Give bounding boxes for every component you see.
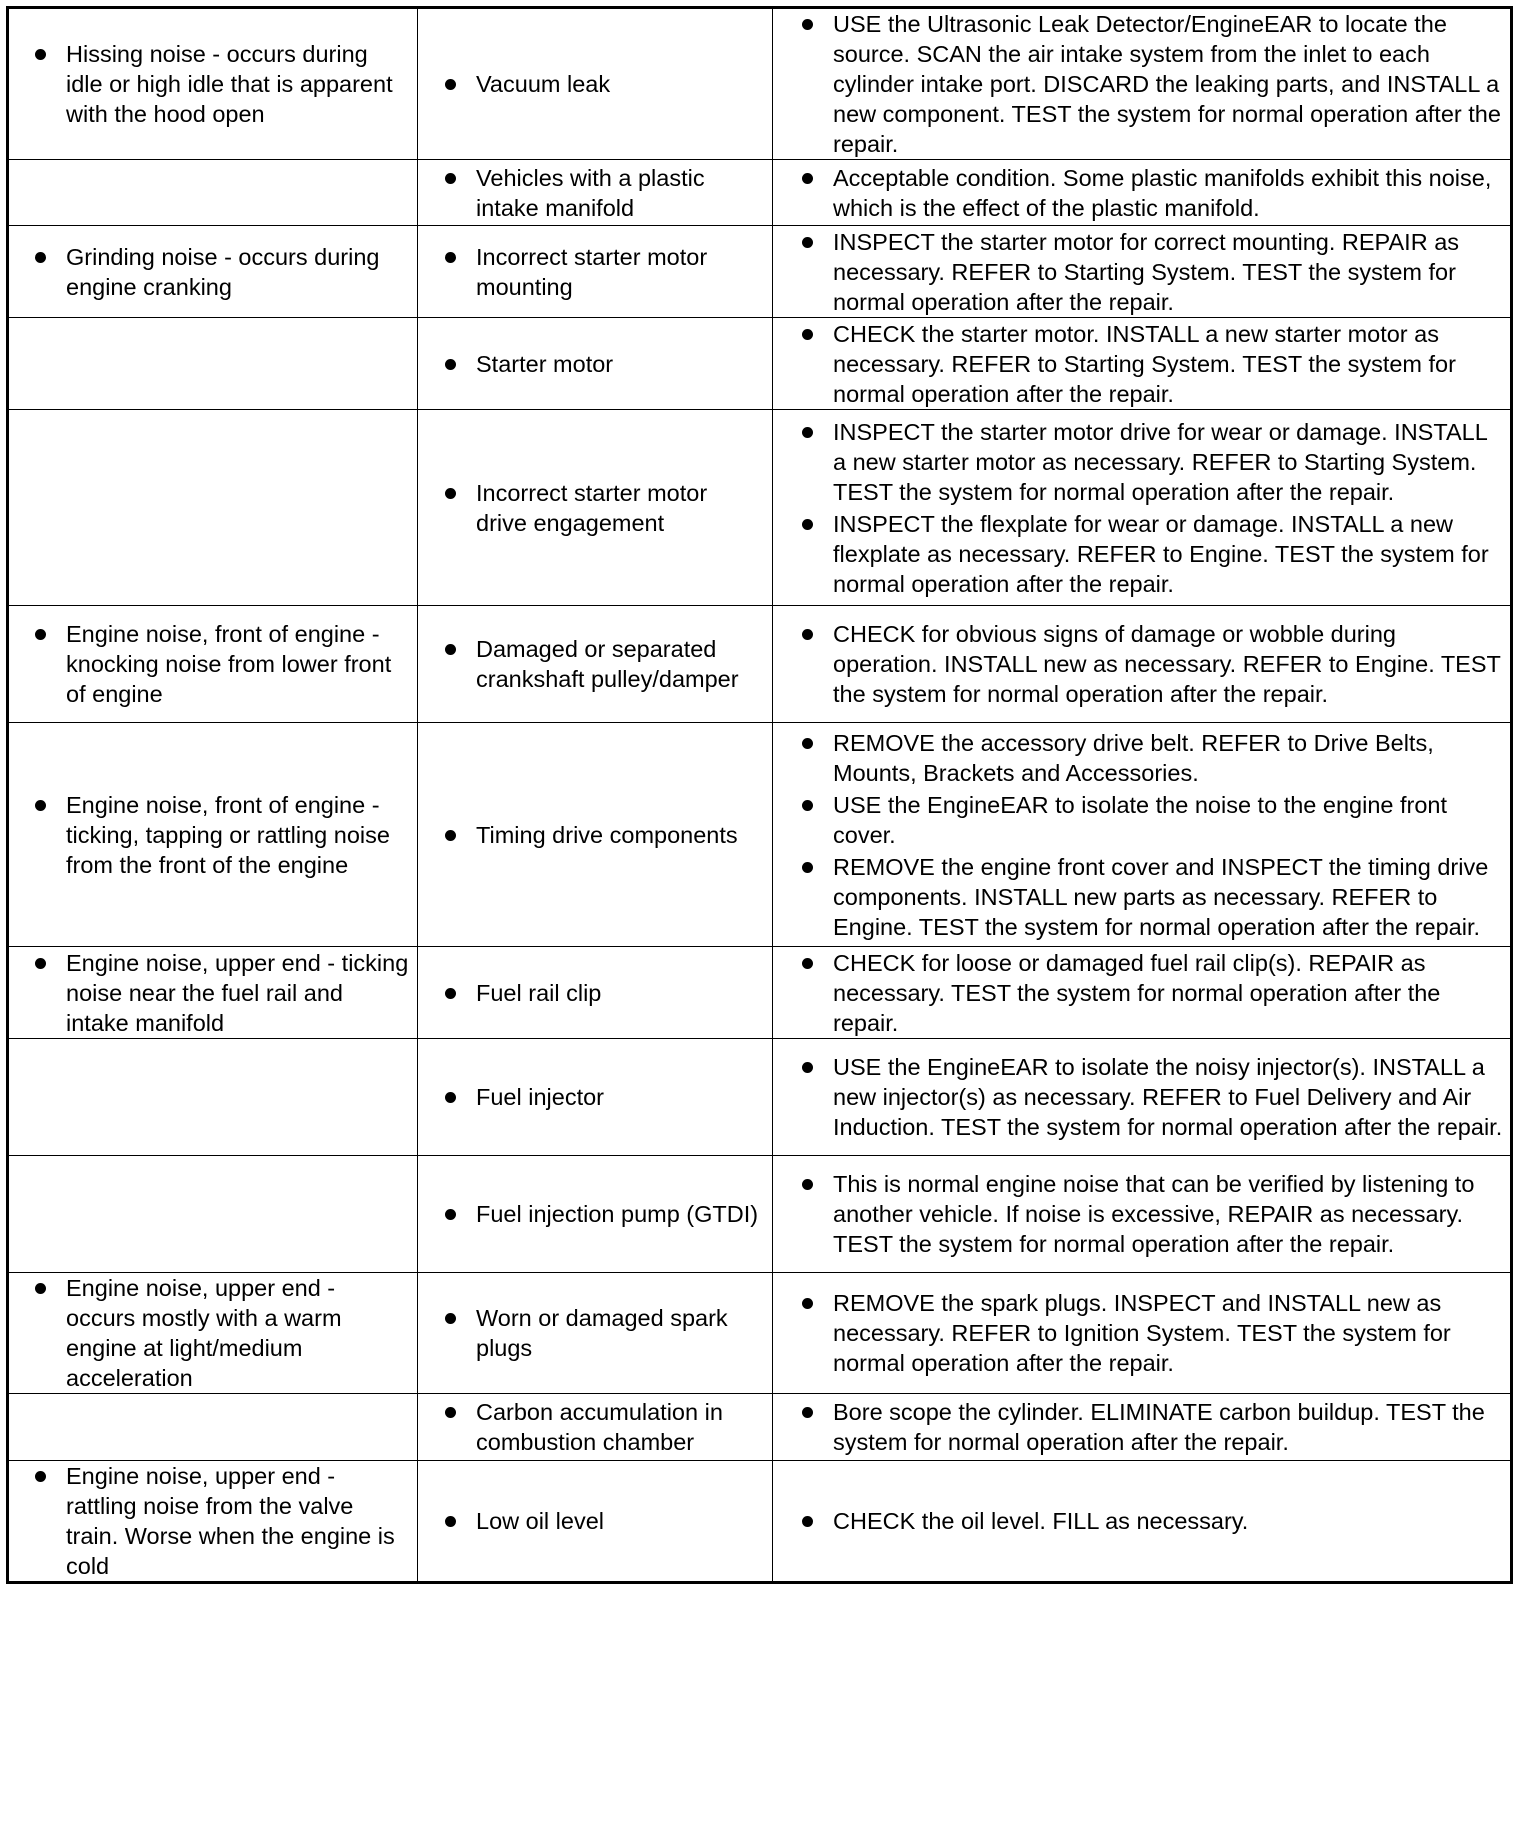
cause-text: Fuel rail clip <box>418 978 772 1008</box>
action-text: USE the Ultrasonic Leak Detector/EngineEAR to locate the source. SCAN the air intake system from the inlet to each cylinder intake port. DISCARD the leaking parts, and INSTALL a new component. TEST the system for normal operation after the repair. <box>773 9 1510 159</box>
action-list <box>773 1169 1510 1259</box>
action-cell <box>773 1394 1512 1461</box>
condition-text: Engine noise, upper end - occurs mostly with a warm engine at light/medium acceleration <box>9 1273 417 1393</box>
cause-cell <box>418 947 773 1039</box>
cause-list <box>418 1082 772 1112</box>
action-text: CHECK for loose or damaged fuel rail clip(s). REPAIR as necessary. TEST the system for normal operation after the repair. <box>773 948 1510 1038</box>
condition-cell <box>8 1039 418 1156</box>
action-text: USE the EngineEAR to isolate the noise to the engine front cover. <box>773 790 1510 850</box>
table-row <box>8 1156 1512 1273</box>
cause-text: Starter motor <box>418 349 772 379</box>
condition-text: Engine noise, upper end - rattling noise from the valve train. Worse when the engine is cold <box>9 1461 417 1581</box>
cause-cell <box>418 410 773 606</box>
cause-list <box>418 1397 772 1457</box>
action-text: Bore scope the cylinder. ELIMINATE carbon buildup. TEST the system for normal operation after the repair. <box>773 1397 1510 1457</box>
condition-text: Engine noise, front of engine - knocking noise from lower front of engine <box>9 619 417 709</box>
cause-cell <box>418 723 773 947</box>
condition-cell <box>8 410 418 606</box>
action-text: REMOVE the spark plugs. INSPECT and INSTALL new as necessary. REFER to Ignition System. TEST the system for normal operation after the repair. <box>773 1288 1510 1378</box>
condition-list <box>9 1461 417 1581</box>
cause-text: Timing drive components <box>418 820 772 850</box>
action-list <box>773 319 1510 409</box>
condition-cell <box>8 1273 418 1394</box>
action-cell <box>773 160 1512 226</box>
action-list <box>773 1506 1510 1536</box>
cause-cell <box>418 226 773 318</box>
action-cell <box>773 1039 1512 1156</box>
action-cell <box>773 606 1512 723</box>
action-text: INSPECT the starter motor drive for wear or damage. INSTALL a new starter motor as necessary. REFER to Starting System. TEST the system for normal operation after the repair. <box>773 417 1510 507</box>
cause-cell <box>418 1156 773 1273</box>
action-list <box>773 1052 1510 1142</box>
diagnosis-table-body <box>8 8 1512 1583</box>
table-row <box>8 1039 1512 1156</box>
cause-list <box>418 163 772 223</box>
condition-text: Grinding noise - occurs during engine cranking <box>9 242 417 302</box>
table-row <box>8 160 1512 226</box>
action-cell <box>773 8 1512 160</box>
cause-text: Worn or damaged spark plugs <box>418 1303 772 1363</box>
cause-cell <box>418 1039 773 1156</box>
action-text: Acceptable condition. Some plastic manifolds exhibit this noise, which is the effect of the plastic manifold. <box>773 163 1510 223</box>
action-cell <box>773 1273 1512 1394</box>
table-row <box>8 1461 1512 1583</box>
cause-cell <box>418 606 773 723</box>
action-cell <box>773 947 1512 1039</box>
condition-cell <box>8 318 418 410</box>
action-cell <box>773 318 1512 410</box>
condition-list <box>9 948 417 1038</box>
condition-list <box>9 1273 417 1393</box>
action-cell <box>773 1461 1512 1583</box>
action-cell <box>773 723 1512 947</box>
cause-list <box>418 1506 772 1536</box>
condition-cell <box>8 606 418 723</box>
diagnosis-table <box>6 6 1513 1584</box>
action-cell <box>773 410 1512 606</box>
condition-list <box>9 39 417 129</box>
action-text: REMOVE the accessory drive belt. REFER to Drive Belts, Mounts, Brackets and Accessories. <box>773 728 1510 788</box>
cause-list <box>418 242 772 302</box>
action-list <box>773 619 1510 709</box>
action-text: INSPECT the starter motor for correct mounting. REPAIR as necessary. REFER to Starting System. TEST the system for normal operation after the repair. <box>773 227 1510 317</box>
cause-list <box>418 1199 772 1229</box>
action-list <box>773 1288 1510 1378</box>
action-text: CHECK the starter motor. INSTALL a new starter motor as necessary. REFER to Starting System. TEST the system for normal operation after the repair. <box>773 319 1510 409</box>
cause-list <box>418 1303 772 1363</box>
cause-text: Fuel injector <box>418 1082 772 1112</box>
action-text: USE the EngineEAR to isolate the noisy injector(s). INSTALL a new injector(s) as necessary. REFER to Fuel Delivery and Air Induction. TEST the system for normal operation after the repair. <box>773 1052 1510 1142</box>
cause-cell <box>418 1394 773 1461</box>
action-list <box>773 1397 1510 1457</box>
cause-text: Incorrect starter motor drive engagement <box>418 478 772 538</box>
action-list <box>773 728 1510 942</box>
cause-list <box>418 978 772 1008</box>
cause-text: Incorrect starter motor mounting <box>418 242 772 302</box>
cause-list <box>418 820 772 850</box>
cause-cell <box>418 160 773 226</box>
condition-cell <box>8 1461 418 1583</box>
action-cell <box>773 1156 1512 1273</box>
cause-cell <box>418 1461 773 1583</box>
action-list <box>773 417 1510 599</box>
condition-text: Hissing noise - occurs during idle or high idle that is apparent with the hood open <box>9 39 417 129</box>
table-row <box>8 226 1512 318</box>
cause-list <box>418 634 772 694</box>
table-row <box>8 318 1512 410</box>
table-row <box>8 410 1512 606</box>
condition-cell <box>8 1156 418 1273</box>
action-list <box>773 948 1510 1038</box>
cause-text: Damaged or separated crankshaft pulley/damper <box>418 634 772 694</box>
cause-text: Vehicles with a plastic intake manifold <box>418 163 772 223</box>
condition-cell <box>8 1394 418 1461</box>
action-text: REMOVE the engine front cover and INSPECT the timing drive components. INSTALL new parts as necessary. REFER to Engine. TEST the system for normal operation after the repair. <box>773 852 1510 942</box>
condition-cell <box>8 947 418 1039</box>
cause-list <box>418 69 772 99</box>
condition-list <box>9 242 417 302</box>
condition-list <box>9 619 417 709</box>
condition-cell <box>8 226 418 318</box>
cause-text: Vacuum leak <box>418 69 772 99</box>
table-row <box>8 723 1512 947</box>
cause-text: Carbon accumulation in combustion chamber <box>418 1397 772 1457</box>
condition-text: Engine noise, upper end - ticking noise near the fuel rail and intake manifold <box>9 948 417 1038</box>
condition-cell <box>8 8 418 160</box>
action-list <box>773 9 1510 159</box>
action-list <box>773 227 1510 317</box>
cause-cell <box>418 318 773 410</box>
cause-cell <box>418 1273 773 1394</box>
table-row <box>8 947 1512 1039</box>
action-list <box>773 163 1510 223</box>
table-row <box>8 8 1512 160</box>
cause-text: Fuel injection pump (GTDI) <box>418 1199 772 1229</box>
condition-cell <box>8 723 418 947</box>
cause-list <box>418 349 772 379</box>
table-row <box>8 1273 1512 1394</box>
action-text: INSPECT the flexplate for wear or damage. INSTALL a new flexplate as necessary. REFER to Engine. TEST the system for normal operation after the repair. <box>773 509 1510 599</box>
table-row <box>8 1394 1512 1461</box>
condition-text: Engine noise, front of engine - ticking, tapping or rattling noise from the front of the engine <box>9 790 417 880</box>
action-text: This is normal engine noise that can be verified by listening to another vehicle. If noise is excessive, REPAIR as necessary. TEST the system for normal operation after the repair. <box>773 1169 1510 1259</box>
action-text: CHECK the oil level. FILL as necessary. <box>773 1506 1510 1536</box>
action-text: CHECK for obvious signs of damage or wobble during operation. INSTALL new as necessary. REFER to Engine. TEST the system for normal operation after the repair. <box>773 619 1510 709</box>
cause-text: Low oil level <box>418 1506 772 1536</box>
action-cell <box>773 226 1512 318</box>
table-row <box>8 606 1512 723</box>
condition-list <box>9 790 417 880</box>
cause-list <box>418 478 772 538</box>
condition-cell <box>8 160 418 226</box>
cause-cell <box>418 8 773 160</box>
